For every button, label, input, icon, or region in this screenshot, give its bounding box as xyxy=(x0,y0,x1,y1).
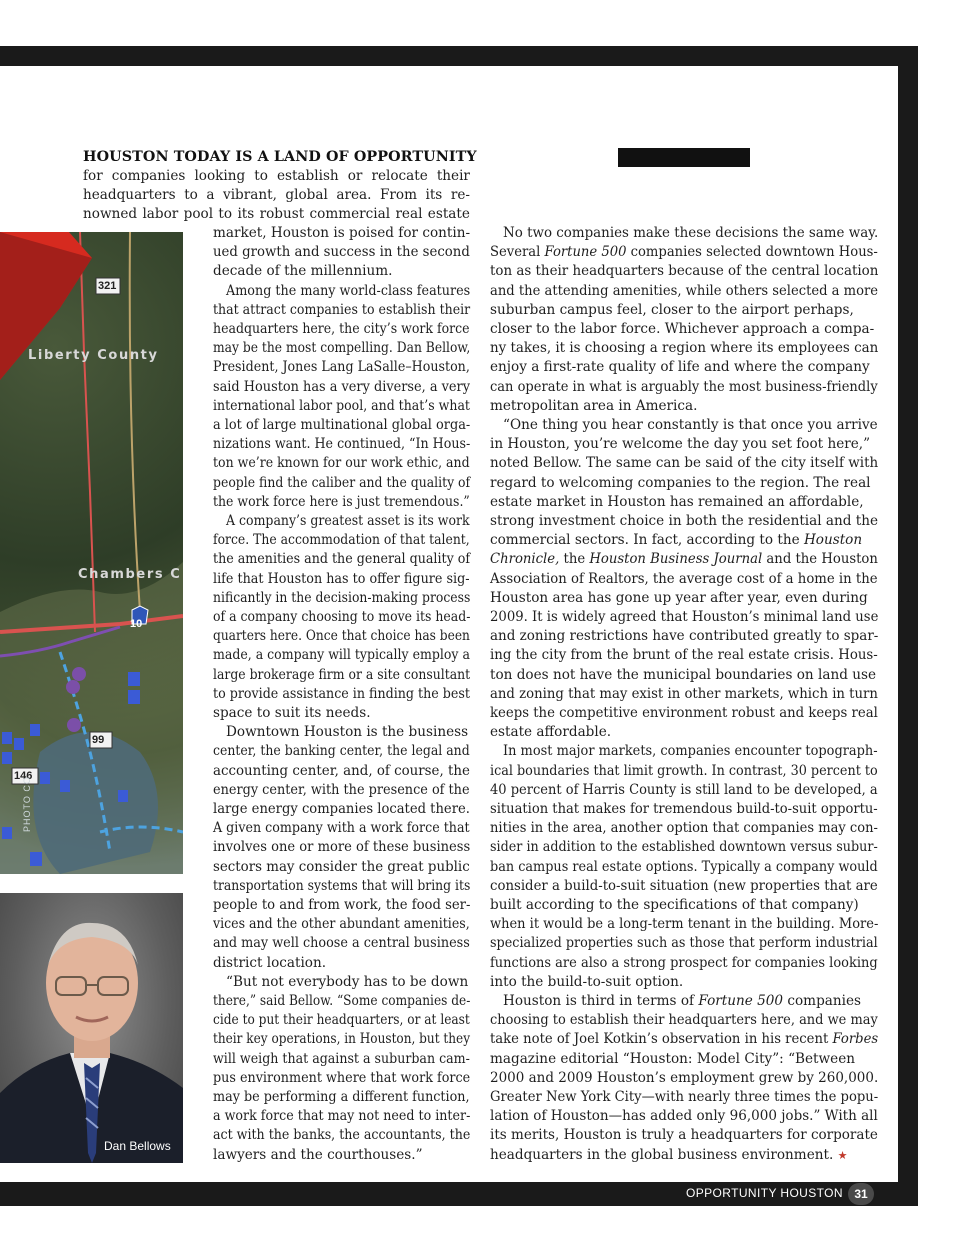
text-line: quarters here. Once that choice has been xyxy=(213,628,470,644)
text-line: nities in the area, another option that companies may con- xyxy=(490,820,878,836)
text-line: market, Houston is poised for contin- xyxy=(213,225,471,241)
text-line: No two companies make these decisions the same way. xyxy=(503,225,879,241)
text-line: lation of Houston—has added only 96,000 jobs.” With all xyxy=(490,1108,878,1124)
text-line: a lot of large multinational global orga- xyxy=(213,417,471,433)
text-line: metropolitan area in America. xyxy=(490,398,698,414)
text-line: A company’s greatest asset is its work xyxy=(226,513,470,529)
text-line: keeps the competitive environment robust and keeps real xyxy=(490,705,878,721)
text-line: Downtown Houston is the business xyxy=(226,724,469,740)
text-line: decade of the millennium. xyxy=(213,263,393,279)
text-line: ical boundaries that limit growth. In contrast, 30 percent to xyxy=(490,763,878,779)
text-line: said Houston has a very diverse, a very xyxy=(213,379,471,395)
photo-caption: Dan Bellows xyxy=(104,1139,171,1153)
page-frame-top xyxy=(0,46,918,66)
text-line: ing the city from the brunt of the real estate crisis. Hous- xyxy=(490,647,878,663)
text-line: large brokerage firm or a site consultant xyxy=(213,667,471,683)
text-line: estate market in Houston has remained an affordable, xyxy=(490,494,864,510)
text-line: regard to welcoming companies to the region. The real xyxy=(490,475,871,491)
text-line: of a company choosing to move its head- xyxy=(213,609,471,625)
text-line: ny takes, it is choosing a region where its employees can xyxy=(490,340,879,356)
text-line: commercial sectors. In fact, according to the Houston xyxy=(490,532,863,548)
text-line: may be performing a different function, xyxy=(213,1089,470,1105)
text-line: can operate in what is arguably the most business-friendly xyxy=(490,379,878,395)
text-line: people find the caliber and the quality of xyxy=(213,475,471,491)
text-line: their key operations, in Houston, but they xyxy=(213,1031,471,1047)
text-line: Greater New York City—with nearly three times the popu- xyxy=(490,1089,879,1105)
text-line: center, the banking center, the legal and xyxy=(213,743,470,759)
text-line: cide to put their headquarters, or at least xyxy=(213,1012,470,1028)
text-line: pus environment where that work force xyxy=(213,1070,471,1086)
text-line: its merits, Houston is truly a headquarters for corporate xyxy=(490,1127,878,1143)
text-line: nowned labor pool to its robust commercial real estate xyxy=(83,206,470,222)
text-line: ton does not have the municipal boundaries on land use xyxy=(490,667,877,683)
map-label-chambers-county: Chambers C xyxy=(78,567,182,582)
text-line: Houston area has gone up year after year, even during xyxy=(490,590,868,606)
map-label-hwy-10: 10 xyxy=(130,618,143,630)
text-line: strong investment choice in both the residential and the xyxy=(490,513,879,529)
text-line: accounting center, and, of course, the xyxy=(213,763,470,779)
text-line: sectors may consider the great public xyxy=(213,859,470,875)
page-frame-right xyxy=(898,46,918,1206)
text-line: energy center, with the presence of the xyxy=(213,782,470,798)
redacted-bar xyxy=(618,148,750,167)
text-line: the amenities and the general quality of xyxy=(213,551,471,567)
footer-title: OPPORTUNITY HOUSTON xyxy=(686,1186,843,1200)
text-line: consider a build-to-suit situation (new properties that are xyxy=(490,878,878,894)
text-line: the work force here is just tremendous.” xyxy=(213,494,470,510)
text-line: sider in addition to the established downtown versus subur- xyxy=(490,839,878,855)
text-line: there,” said Bellow. “Some companies de- xyxy=(213,993,471,1009)
text-line: and may well choose a central business xyxy=(213,935,470,951)
text-line: to provide assistance in finding the best xyxy=(213,686,470,702)
text-line: and zoning that may exist in other markets, which in turn xyxy=(490,686,878,702)
text-line: into the build-to-suit option. xyxy=(490,974,684,990)
end-star-icon: ★ xyxy=(837,1149,848,1162)
text-line: in Houston, you’re welcome the day you set foot here,” xyxy=(490,436,871,452)
map-label-hwy-321: 321 xyxy=(98,280,117,292)
text-line: enjoy a first-rate quality of life and where the company xyxy=(490,359,870,375)
text-line: a work force that may not need to inter- xyxy=(213,1108,471,1124)
text-line: headquarters here, the city’s work force xyxy=(213,321,470,337)
text-line: choosing to establish their headquarters here, and we may xyxy=(490,1012,878,1028)
text-line: transportation systems that will bring its xyxy=(213,878,471,894)
text-line: and the attending amenities, while others selected a more xyxy=(490,283,879,299)
text-line: nizations want. He continued, “In Hous- xyxy=(213,436,471,452)
text-line: noted Bellow. The same can be said of the city itself with xyxy=(490,455,879,471)
text-line: Houston is third in terms of Fortune 500 companies xyxy=(503,993,861,1009)
text-line: take note of Joel Kotkin’s observation in his recent Forbes xyxy=(490,1031,879,1047)
text-line: international labor pool, and that’s what xyxy=(213,398,470,414)
text-line: Association of Realtors, the average cost of a home in the xyxy=(490,571,878,587)
text-line: vices and the other abundant amenities, xyxy=(213,916,470,932)
page-number: 31 xyxy=(848,1183,874,1205)
text-line: estate affordable. xyxy=(490,724,612,740)
text-line: President, Jones Lang LaSalle–Houston, xyxy=(213,359,470,375)
map-label-liberty-county: Liberty County xyxy=(28,348,159,363)
text-line: space to suit its needs. xyxy=(213,705,371,721)
text-line: act with the banks, the accountants, the xyxy=(213,1127,471,1143)
text-line: situation that makes for tremendous build-to-suit opportu- xyxy=(490,801,878,817)
text-line: suburban campus feel, closer to the airport perhaps, xyxy=(490,302,854,318)
text-line: life that Houston has to offer figure sig- xyxy=(213,571,470,587)
text-line: may be the most compelling. Dan Bellow, xyxy=(213,340,471,356)
text-line: closer to the labor force. Whichever approach a compa- xyxy=(490,321,875,337)
text-line: “But not everybody has to be down xyxy=(226,974,469,990)
text-line: Among the many world-class features xyxy=(226,283,471,299)
text-line: specialized properties such as those that perform industrial xyxy=(490,935,878,951)
text-line: Chronicle, the Houston Business Journal and the Houston xyxy=(490,551,878,567)
map-photo-credit: PHOTO CO xyxy=(22,776,32,832)
text-line: large energy companies located there. xyxy=(213,801,470,817)
text-line: for companies looking to establish or relocate their xyxy=(83,168,470,184)
text-line: ban campus real estate options. Typically a company would xyxy=(490,859,878,875)
text-line: headquarters to a vibrant, global area. From its re- xyxy=(83,187,470,203)
map-image xyxy=(0,232,183,874)
map-label-hwy-146: 146 xyxy=(14,770,33,782)
text-line: “One thing you hear constantly is that once you arrive xyxy=(503,417,878,433)
text-line: ton as their headquarters because of the central location xyxy=(490,263,879,279)
text-line: ued growth and success in the second xyxy=(213,244,470,260)
text-line: and zoning restrictions have contributed greatly to spar- xyxy=(490,628,879,644)
text-line: headquarters in the global business environment. ★ xyxy=(490,1147,848,1163)
text-line: functions are also a strong prospect for companies looking xyxy=(490,955,878,971)
article-headline: HOUSTON TODAY IS A LAND OF OPPORTUNITY xyxy=(83,149,477,165)
text-line: A given company with a work force that xyxy=(213,820,470,836)
text-line: made, a company will typically employ a xyxy=(213,647,470,663)
text-line: nificantly in the decision-making process xyxy=(213,590,471,606)
text-line: district location. xyxy=(213,955,327,971)
text-line: force. The accommodation of that talent, xyxy=(213,532,470,548)
portrait-photo xyxy=(0,893,183,1163)
text-line: In most major markets, companies encounter topograph- xyxy=(503,743,878,759)
text-line: magazine editorial “Houston: Model City”: “Between xyxy=(490,1051,856,1067)
text-line: 2000 and 2009 Houston’s employment grew by 260,000. xyxy=(490,1070,879,1086)
text-line: 2009. It is widely agreed that Houston’s minimal land use xyxy=(490,609,879,625)
text-line: will weigh that against a suburban cam- xyxy=(213,1051,470,1067)
text-line: people to and from work, the food ser- xyxy=(213,897,471,913)
text-line: Several Fortune 500 companies selected downtown Hous- xyxy=(490,244,878,260)
text-line: 40 percent of Harris County is still land to be developed, a xyxy=(490,782,878,798)
text-line: involves one or more of these business xyxy=(213,839,471,855)
text-line: ton we’re known for our work ethic, and xyxy=(213,455,470,471)
text-line: lawyers and the courthouses.” xyxy=(213,1147,423,1163)
text-line: when it would be a long-term tenant in the building. More- xyxy=(490,916,879,932)
text-line: built according to the specifications of that company) xyxy=(490,897,859,913)
text-line: that attract companies to establish their xyxy=(213,302,471,318)
map-label-hwy-99: 99 xyxy=(92,734,105,746)
